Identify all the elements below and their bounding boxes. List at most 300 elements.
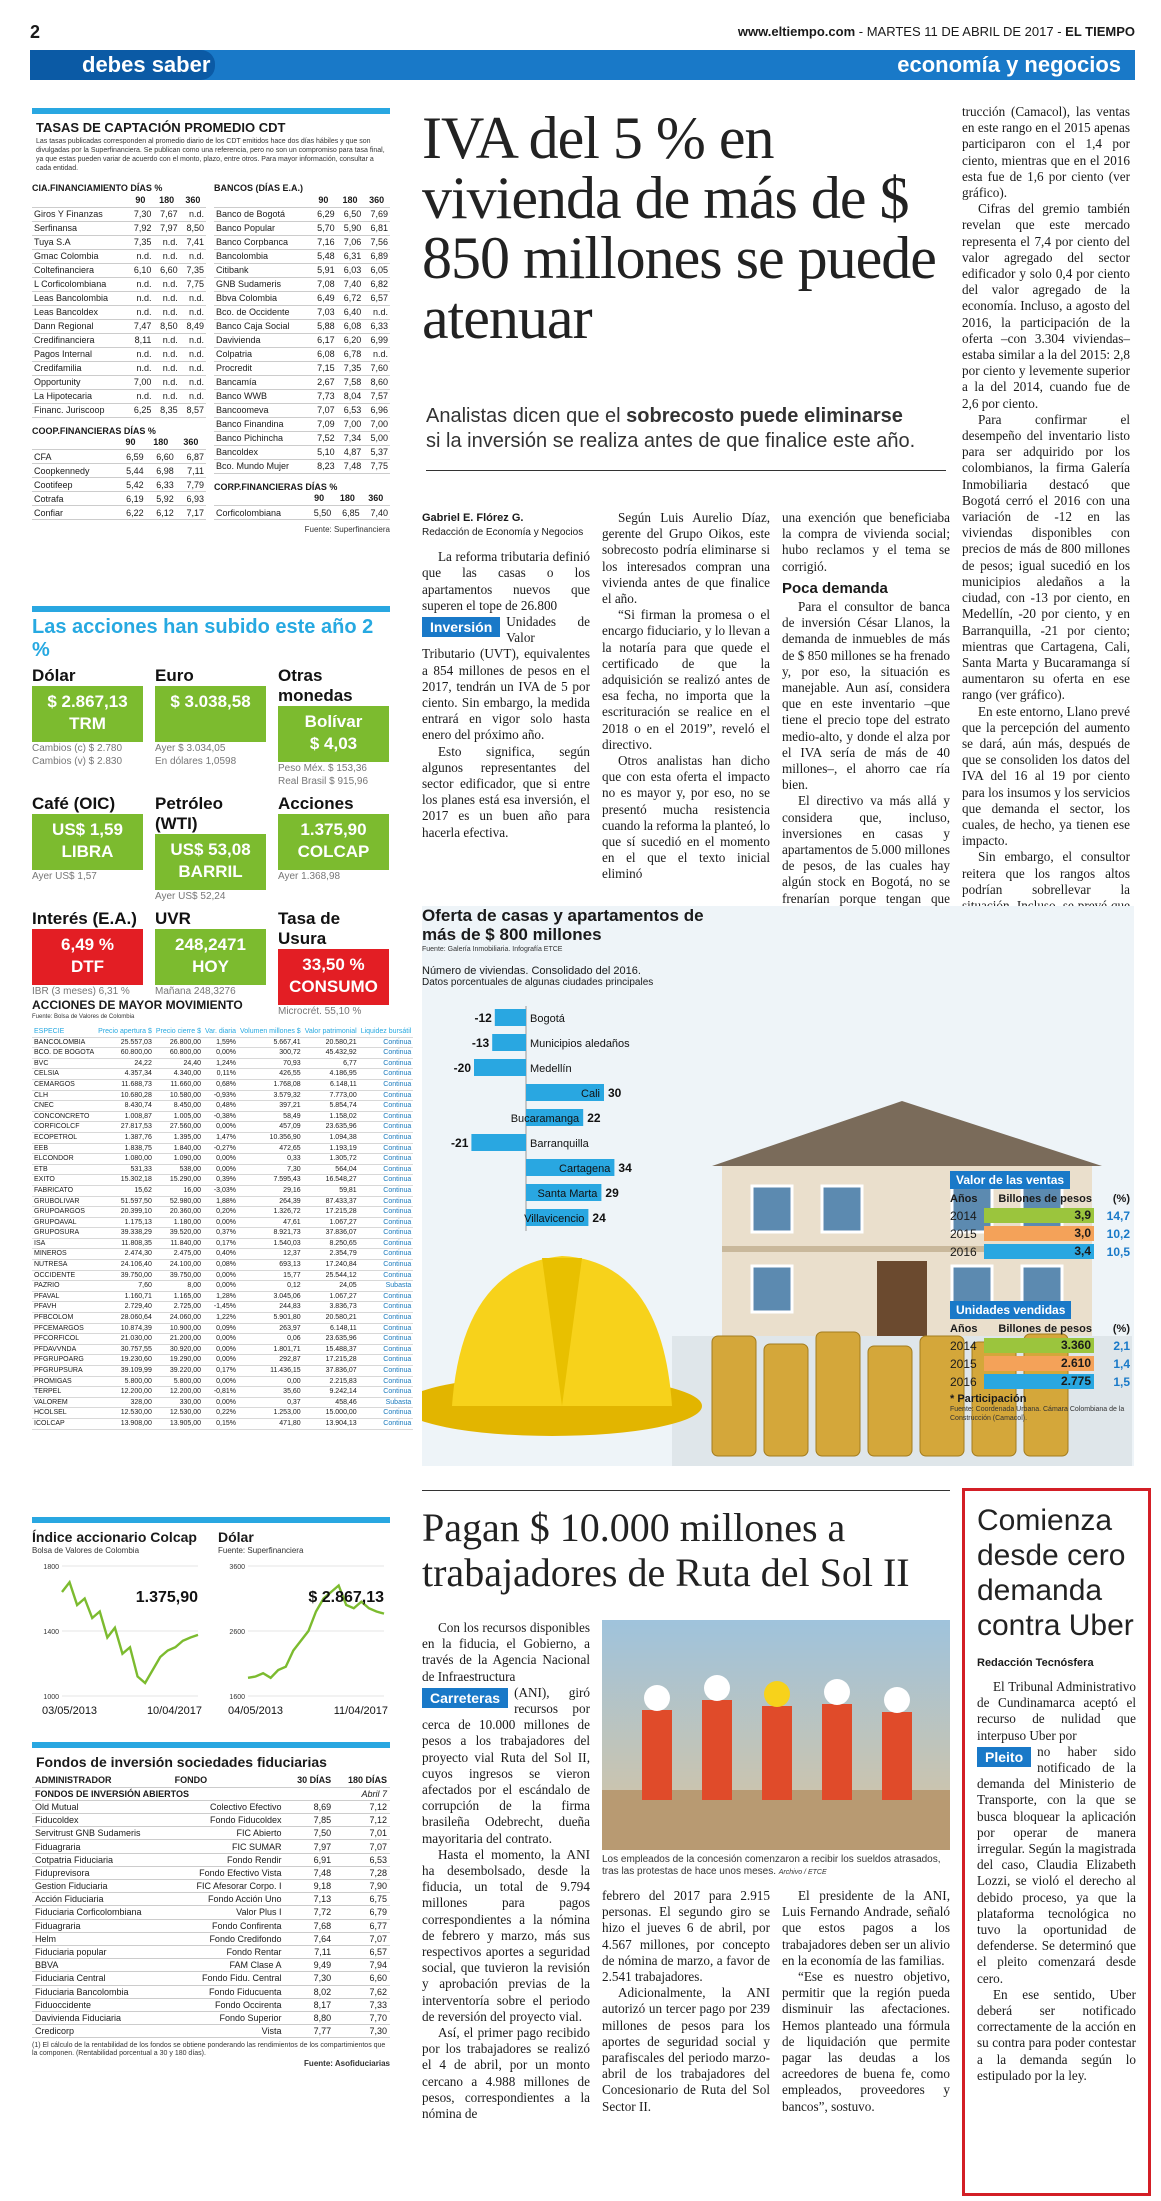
cell: Continua — [359, 1334, 414, 1345]
cell: 0,48% — [203, 1101, 238, 1112]
corp-table — [214, 492, 390, 521]
cell: Davivienda — [214, 333, 310, 347]
table-row — [32, 2025, 390, 2038]
cell: Continua — [359, 1154, 414, 1165]
year: 2016 — [950, 1374, 977, 1389]
iva-p14: En este entorno, Llano prevé que la percepción del aumento se dará, aún más, después de que se consoliden los datos del IVA del 16 al 19 por ciento para los insumos y los servicios que demanda el sector, los cuales, de hecho, ya tienen ese impacto. — [962, 703, 1130, 849]
cell: 7,41 — [180, 235, 206, 249]
table-row — [214, 506, 390, 520]
market-cafe — [32, 794, 143, 903]
cell: 6,12 — [146, 506, 176, 520]
table-row — [32, 1323, 413, 1334]
cell: 1.540,03 — [238, 1238, 303, 1249]
cell: 7,30 — [127, 207, 153, 221]
site-url[interactable]: www.eltiempo.com — [737, 24, 856, 39]
cell: 5,10 — [310, 445, 337, 459]
cell: Continua — [359, 1217, 414, 1228]
cell: 5,37 — [363, 445, 390, 459]
cell: 6,22 — [115, 506, 145, 520]
subhead-row — [32, 1787, 390, 1800]
page-header — [30, 22, 1135, 44]
table-row — [950, 1356, 1130, 1371]
cell: 6,91 — [285, 1853, 335, 1866]
market-sub2: Cambios (v) $ 2.830 — [32, 756, 123, 767]
market-value: $ 3.038,58 — [170, 692, 251, 711]
cell: 11.436,15 — [238, 1366, 303, 1377]
cell: 397,21 — [238, 1101, 303, 1112]
cell: FAM Clase A — [172, 1959, 285, 1972]
cell: 7,52 — [310, 431, 337, 445]
cell: Continua — [359, 1185, 414, 1196]
cdt-title: TASAS DE CAPTACIÓN PROMEDIO CDT — [36, 120, 286, 135]
table-row — [32, 478, 206, 492]
table-row — [32, 1418, 413, 1429]
header-row — [214, 492, 390, 506]
cell: 6,10 — [127, 263, 153, 277]
cell: 564,04 — [303, 1164, 359, 1175]
cell: Serfinansa — [32, 221, 127, 235]
fondos-panel — [32, 1742, 390, 2069]
cell: 4.186,95 — [303, 1069, 359, 1080]
market-sub: Ayer 1.368,98 — [278, 871, 341, 882]
cell: 0,00% — [203, 1217, 238, 1228]
cell: 5,70 — [310, 221, 337, 235]
unidades-title: Unidades vendidas — [950, 1301, 1071, 1319]
cell: 6,87 — [176, 450, 206, 464]
cell: BCO. DE BOGOTA — [32, 1048, 96, 1059]
unidades-rows — [950, 1338, 1130, 1389]
cell: 5.800,00 — [154, 1376, 203, 1387]
fondos-source: Fuente: Asofiduciarias — [304, 2059, 390, 2069]
cell: 3.045,06 — [238, 1291, 303, 1302]
cell: 6,03 — [337, 263, 364, 277]
cell: Leas Bancoldex — [32, 305, 127, 319]
cell: 27.817,53 — [96, 1122, 154, 1133]
cell: 37.836,07 — [303, 1228, 359, 1239]
table-row — [32, 1069, 413, 1080]
ruta-col2 — [602, 1888, 770, 2115]
market-sub: Microcrét. 55,10 % — [278, 1006, 362, 1017]
market-otras — [278, 666, 389, 788]
uber-p2: no haber sido notificado de la demanda del Ministerio de Transporte, con la que se busca bloquear la aplicación por operar de manera irregular. Según la magistrada del caso, Claudia Elizabeth Lozzi, se violó el derecho al debido proceso, ya que la plataforma tecnológica no tuvo la oportunidad de defenderse. Se determinó que el pleito comenzará desde cero. — [977, 1743, 1136, 1986]
unidades-colheads — [950, 1323, 1130, 1335]
cell: HCOLSEL — [32, 1408, 96, 1419]
cell: Gestion Fiduciaria — [32, 1880, 172, 1893]
movers-table — [32, 1027, 413, 1430]
table-row — [32, 450, 206, 464]
cell: 24.100,00 — [154, 1260, 203, 1271]
market-sub2: En dólares 1,0598 — [155, 756, 237, 767]
market-label: Petróleo (WTI) — [155, 794, 224, 833]
cell: 11.660,00 — [154, 1079, 203, 1090]
cell: -0,81% — [203, 1387, 238, 1398]
column-header: ADMINISTRADOR — [32, 1774, 172, 1787]
table-row — [950, 1208, 1130, 1223]
cell: 0,06 — [238, 1334, 303, 1345]
cell: 6,57 — [363, 291, 390, 305]
market-sub: IBR (3 meses) 6,31 % — [32, 986, 130, 997]
cell: 2.474,30 — [96, 1249, 154, 1260]
cell: 7,30 — [334, 2025, 390, 2038]
column-header: 180 — [153, 193, 179, 207]
tick-label: 1400 — [43, 1629, 59, 1636]
table-row — [32, 1291, 413, 1302]
table-row — [214, 291, 390, 305]
market-unit: DTF — [70, 957, 105, 976]
table-row — [214, 347, 390, 361]
iva-col2 — [602, 510, 770, 883]
cell: 1,47% — [203, 1132, 238, 1143]
market-sub: Cambios (c) $ 2.780 — [32, 743, 123, 754]
cell: 263,97 — [238, 1323, 303, 1334]
cdt-source: Fuente: Superfinanciera — [304, 525, 390, 534]
table-row — [214, 319, 390, 333]
cell: 39.338,29 — [96, 1228, 154, 1239]
cell: ELCONDOR — [32, 1154, 96, 1165]
ruta-p4: Así, el primer pago recibido por los trabajadores se realizó el 4 de abril, por un monto cercano a 4.988 millones de pesos, correspondientes a la nómina de — [422, 2025, 590, 2122]
fondos-title: Fondos de inversión sociedades fiduciarias — [36, 1754, 327, 1770]
cell: 0,17% — [203, 1366, 238, 1377]
table-row — [32, 263, 206, 277]
cell: 3.579,32 — [238, 1090, 303, 1101]
cell: 5,44 — [115, 464, 145, 478]
bar-value: 34 — [618, 1161, 632, 1175]
column-header: 180 — [337, 193, 364, 207]
cdt-panel — [32, 108, 390, 535]
cell: 6,89 — [363, 249, 390, 263]
table-row — [32, 2011, 390, 2024]
divider — [32, 1742, 390, 1748]
column-header — [32, 193, 127, 207]
cell: Fondo Confirenta — [172, 1919, 285, 1932]
column-header: 360 — [180, 193, 206, 207]
cell: 6,77 — [334, 1919, 390, 1932]
table-row — [32, 1814, 390, 1827]
cell: 1,28% — [203, 1291, 238, 1302]
cia-table — [32, 193, 206, 418]
cell: 7,00 — [337, 417, 364, 431]
cell: 5.854,74 — [303, 1101, 359, 1112]
divider — [32, 606, 390, 612]
cell: Fondo Efectivo Vista — [172, 1866, 285, 1879]
cell: 7,75 — [180, 277, 206, 291]
table-row — [32, 1207, 413, 1218]
cell: 15.000,00 — [303, 1408, 359, 1419]
cell: 0,00% — [203, 1154, 238, 1165]
cell: 24.060,00 — [154, 1313, 203, 1324]
cell: 0,11% — [203, 1069, 238, 1080]
coop-table — [32, 436, 206, 521]
cell: BBVA — [32, 1959, 172, 1972]
cell: 7,73 — [310, 389, 337, 403]
cell: FABRICATO — [32, 1185, 96, 1196]
cell: 7,64 — [285, 1932, 335, 1945]
cell: Continua — [359, 1048, 414, 1059]
cell: Bbva Colombia — [214, 291, 310, 305]
uber-tag: Pleito — [977, 1747, 1031, 1767]
cell: 8,35 — [153, 403, 179, 417]
cell: Continua — [359, 1302, 414, 1313]
table-row — [32, 1893, 390, 1906]
bar-category: Villavicencio — [524, 1213, 585, 1225]
cell: Old Mutual — [32, 1800, 172, 1813]
cell: Coopkennedy — [32, 464, 115, 478]
bar-value: 22 — [587, 1111, 601, 1125]
cell: BVC — [32, 1058, 96, 1069]
cell: 292,87 — [238, 1355, 303, 1366]
section-band — [30, 50, 1135, 80]
table-row — [32, 1344, 413, 1355]
cell: 6,93 — [176, 492, 206, 506]
cell: 6,82 — [363, 277, 390, 291]
cell: Giros Y Finanzas — [32, 207, 127, 221]
uber-author: Redacción Tecnósfera — [977, 1657, 1094, 1669]
iva-p9: El directivo va más allá y considera que, incluso, inversiones en casas y apartamentos de 5.000 millones de pesos, de las cuales hay algún stock en Bogotá, no se frenarían porque tengan que — [782, 793, 950, 906]
cell: 6,98 — [146, 464, 176, 478]
divider — [426, 470, 946, 471]
ruta-caption — [602, 1854, 950, 1879]
table-row — [32, 464, 206, 478]
cell: 7,75 — [363, 459, 390, 473]
iva-headline: IVA del 5 % en vivienda de más de $ 850 millones se puede atenuar — [422, 105, 936, 351]
table-row — [214, 375, 390, 389]
table-row — [32, 207, 206, 221]
bar-value: -13 — [471, 1036, 490, 1050]
cell: Continua — [359, 1207, 414, 1218]
table-row — [32, 1302, 413, 1313]
cell: 7,09 — [310, 417, 337, 431]
cell: Corficolombiana — [214, 506, 305, 520]
cell: 39.109,99 — [96, 1366, 154, 1377]
dolar-chart — [218, 1529, 390, 1731]
cell: 471,80 — [238, 1418, 303, 1429]
table-row — [32, 1154, 413, 1165]
cell: 9,49 — [285, 1959, 335, 1972]
table-row — [32, 375, 206, 389]
cell: Continua — [359, 1101, 414, 1112]
cell: 2.215,83 — [303, 1376, 359, 1387]
cell: n.d. — [180, 249, 206, 263]
cell: 26.800,00 — [154, 1037, 203, 1048]
cell: n.d. — [153, 249, 179, 263]
cell: PFCORFICOL — [32, 1334, 96, 1345]
iva-deck — [426, 404, 948, 454]
cell: 330,00 — [154, 1397, 203, 1408]
cell: Continua — [359, 1122, 414, 1133]
cell: 7,12 — [334, 1814, 390, 1827]
markets-grid — [32, 666, 390, 1018]
cell: 0,00% — [203, 1397, 238, 1408]
cell: Dann Regional — [32, 319, 127, 333]
column-header: 90 — [127, 193, 153, 207]
cell: n.d. — [180, 389, 206, 403]
cell: 20.580,21 — [303, 1037, 359, 1048]
pct: 1,4 — [1113, 1356, 1130, 1371]
cell: 6,81 — [363, 221, 390, 235]
table-row — [32, 1143, 413, 1154]
bar-value: 24 — [592, 1211, 606, 1225]
cell: 5.800,00 — [96, 1376, 154, 1387]
cell: Bco. Mundo Mujer — [214, 459, 310, 473]
cell: Vista — [172, 2025, 285, 2038]
cell: Bancolombia — [214, 249, 310, 263]
market-label: Otras monedas — [278, 666, 353, 705]
cell: Credifinanciera — [32, 333, 127, 347]
cell: 8,50 — [153, 319, 179, 333]
cell: 693,13 — [238, 1260, 303, 1271]
cell: Subasta — [359, 1397, 414, 1408]
cell: 7,15 — [310, 361, 337, 375]
cell: 12,37 — [238, 1249, 303, 1260]
cell: 37.836,07 — [303, 1366, 359, 1377]
cell: 10.900,00 — [154, 1323, 203, 1334]
cell: Continua — [359, 1132, 414, 1143]
cell: 0,00% — [203, 1270, 238, 1281]
cell: 8.921,73 — [238, 1228, 303, 1239]
cell: 7,40 — [362, 506, 390, 520]
cell: 16,00 — [154, 1185, 203, 1196]
cell: 426,55 — [238, 1069, 303, 1080]
iva-p7: una exención que beneficiaba la compra de vivienda social; hubo reclamos y el tema se corrigió. — [782, 510, 950, 574]
cell: 7,72 — [285, 1906, 335, 1919]
column-header: Var. diaria — [203, 1027, 238, 1037]
cell: Credicorp — [32, 2025, 172, 2038]
ruta-p8: “Ese es nuestro objetivo, permitir que la región pueda disminuir las afectaciones. Hemos planteado una fórmula de liquidación que permite pagar las deudas a los acreedores de buena fe, como empleados, proveedores y bancos”, sostuvo. — [782, 1969, 950, 2114]
colcap-subtitle: Bolsa de Valores de Colombia — [32, 1546, 140, 1555]
cell: 11.688,73 — [96, 1079, 154, 1090]
cell: 25.544,12 — [303, 1270, 359, 1281]
cell: 7,92 — [127, 221, 153, 235]
cell: 6,60 — [334, 1972, 390, 1985]
market-value-box — [155, 686, 266, 742]
cell: GRUPOSURA — [32, 1228, 96, 1239]
cell: -0,93% — [203, 1090, 238, 1101]
market-petroleo — [155, 794, 266, 903]
table-row — [32, 1217, 413, 1228]
pct: 2,1 — [1113, 1338, 1130, 1353]
cell: 6,05 — [363, 263, 390, 277]
cell: PFGRUPSURA — [32, 1366, 96, 1377]
cell: 7,97 — [285, 1840, 335, 1853]
dolar-title: Dólar — [218, 1529, 254, 1545]
bar-category: Bucaramanga — [510, 1113, 580, 1125]
iva-p5: “Si firman la promesa o el encargo fiduciario, y lo llevan a la notaría para que quede el certificado de que la adquisición se realizó antes de esa fecha, no importa que la escrituración se realice en el 2018 o en el 2019”, reveló el directivo. — [602, 607, 770, 752]
market-value-box — [32, 686, 143, 742]
ventas-colheads — [950, 1193, 1130, 1205]
cell: 1.158,02 — [303, 1111, 359, 1122]
cell: 7,28 — [334, 1866, 390, 1879]
movers-source: Fuente: Bolsa de Valores de Colombia — [32, 1014, 135, 1020]
cell: OCCIDENTE — [32, 1270, 96, 1281]
participacion-note: * Participación — [950, 1393, 1027, 1405]
cell: 7,94 — [334, 1959, 390, 1972]
cell: 7,07 — [310, 403, 337, 417]
market-value-box — [155, 929, 266, 985]
cell: 6,85 — [333, 506, 361, 520]
fondos-note: (1) El cálculo de la rentabilidad de los fondos se obtiene ponderando las rendimientos de los compartimientos que la componen. (Rentabilidad porcentual a 30 y 180 días). — [32, 2042, 386, 2058]
cell: 6,60 — [153, 263, 179, 277]
divider — [32, 1517, 390, 1523]
cell: -0,27% — [203, 1143, 238, 1154]
column-header: ESPECIE — [32, 1027, 96, 1037]
cell: 8.450,00 — [154, 1101, 203, 1112]
table-row — [950, 1374, 1130, 1389]
table-row — [32, 1355, 413, 1366]
workers-photo — [602, 1620, 950, 1850]
value-bar: 3.360 — [984, 1338, 1094, 1353]
oferta-header — [422, 906, 742, 988]
cell: 25.557,03 — [96, 1037, 154, 1048]
bar — [474, 1059, 526, 1076]
cell: 24.106,40 — [96, 1260, 154, 1271]
tick-label: 1800 — [43, 1564, 59, 1571]
market-unit: CONSUMO — [289, 977, 378, 996]
pct: 10,5 — [1106, 1244, 1130, 1259]
market-sub: Ayer US$ 52,24 — [155, 891, 226, 902]
iva-p2: Unidades de Valor Tributario (UVT), equivalentes a 854 millones de pesos en el 2017, tendrán un IVA de 5 por ciento. Sin embargo, la medida entrará en vigor solo hasta enero del próximo año. — [422, 614, 590, 743]
market-value-box — [278, 706, 389, 762]
cell: 7,58 — [337, 375, 364, 389]
table-row — [32, 506, 206, 520]
market-sub: Mañana 248,3276 — [155, 986, 236, 997]
cell: 7,35 — [127, 235, 153, 249]
column-header: FONDO — [172, 1774, 285, 1787]
cell: 7,60 — [363, 361, 390, 375]
table-row — [214, 333, 390, 347]
year: 2014 — [950, 1208, 977, 1223]
cell: 0,08% — [203, 1260, 238, 1271]
cell: 1,22% — [203, 1313, 238, 1324]
cell: CONCONCRETO — [32, 1111, 96, 1122]
cell: 0,00% — [203, 1344, 238, 1355]
ruta-p6: Adicionalmente, la ANI autorizó un tercer pago por 239 millones de pesos para los aportes de seguridad social y parafiscales del periodo marzo-abril de los trabajadores del Concesionario de Ruta del Sol Sector II. — [602, 1985, 770, 2114]
cell: 15.302,18 — [96, 1175, 154, 1186]
cell: 6,20 — [337, 333, 364, 347]
bar-category: Barranquilla — [530, 1138, 589, 1150]
cell: 60.800,00 — [96, 1048, 154, 1059]
cell: 30.757,55 — [96, 1344, 154, 1355]
value-bar: 3,4 — [984, 1244, 1094, 1259]
brand-name: EL TIEMPO — [1065, 24, 1135, 39]
cell: 6,53 — [334, 1853, 390, 1866]
bar — [492, 1034, 526, 1051]
cell: 13.905,00 — [154, 1418, 203, 1429]
cell: 1.067,27 — [303, 1291, 359, 1302]
cell: 6.148,11 — [303, 1079, 359, 1090]
iva-p12: Cifras del gremio también revelan que este mercado representa el 7,4 por ciento del valor agregado del sector edificador y solo 0,4 por ciento del valor agregado de la economía. Incluso, a agosto del 2016, la participación de la oferta –con 3.304 viviendas– estaba similar a la del 2015: 2,8 por ciento y levemente superior a la del 2014, cuando fue de 2,6 por ciento. — [962, 201, 1130, 411]
bar-category: Cartagena — [559, 1163, 611, 1175]
year: 2016 — [950, 1244, 977, 1259]
cell: 2.729,40 — [96, 1302, 154, 1313]
iva-p4: Según Luis Aurelio Díaz, gerente del Grupo Oikos, este sobrecosto podría eliminarse si los interesados compran una vivienda antes de que finalice el año. — [602, 510, 770, 607]
cell: 16.548,27 — [303, 1175, 359, 1186]
cell: 10.580,00 — [154, 1090, 203, 1101]
cell: 6,77 — [303, 1058, 359, 1069]
cell: 7,00 — [127, 375, 153, 389]
cell: 0,15% — [203, 1418, 238, 1429]
cell: n.d. — [127, 249, 153, 263]
cell: CEMARGOS — [32, 1079, 96, 1090]
helmet-illustration — [422, 1206, 722, 1466]
bancos-table — [214, 193, 390, 474]
cell: Procredit — [214, 361, 310, 375]
cell: -3,03% — [203, 1185, 238, 1196]
ruta-p7: El presidente de la ANI, Luis Fernando Andrade, señaló que estos pagos a los trabajadores deben ser un alivio en la economía de las familias. — [782, 1888, 950, 1968]
cell: 0,00% — [203, 1122, 238, 1133]
cell: Continua — [359, 1228, 414, 1239]
table-row — [214, 445, 390, 459]
table-row — [32, 1376, 413, 1387]
